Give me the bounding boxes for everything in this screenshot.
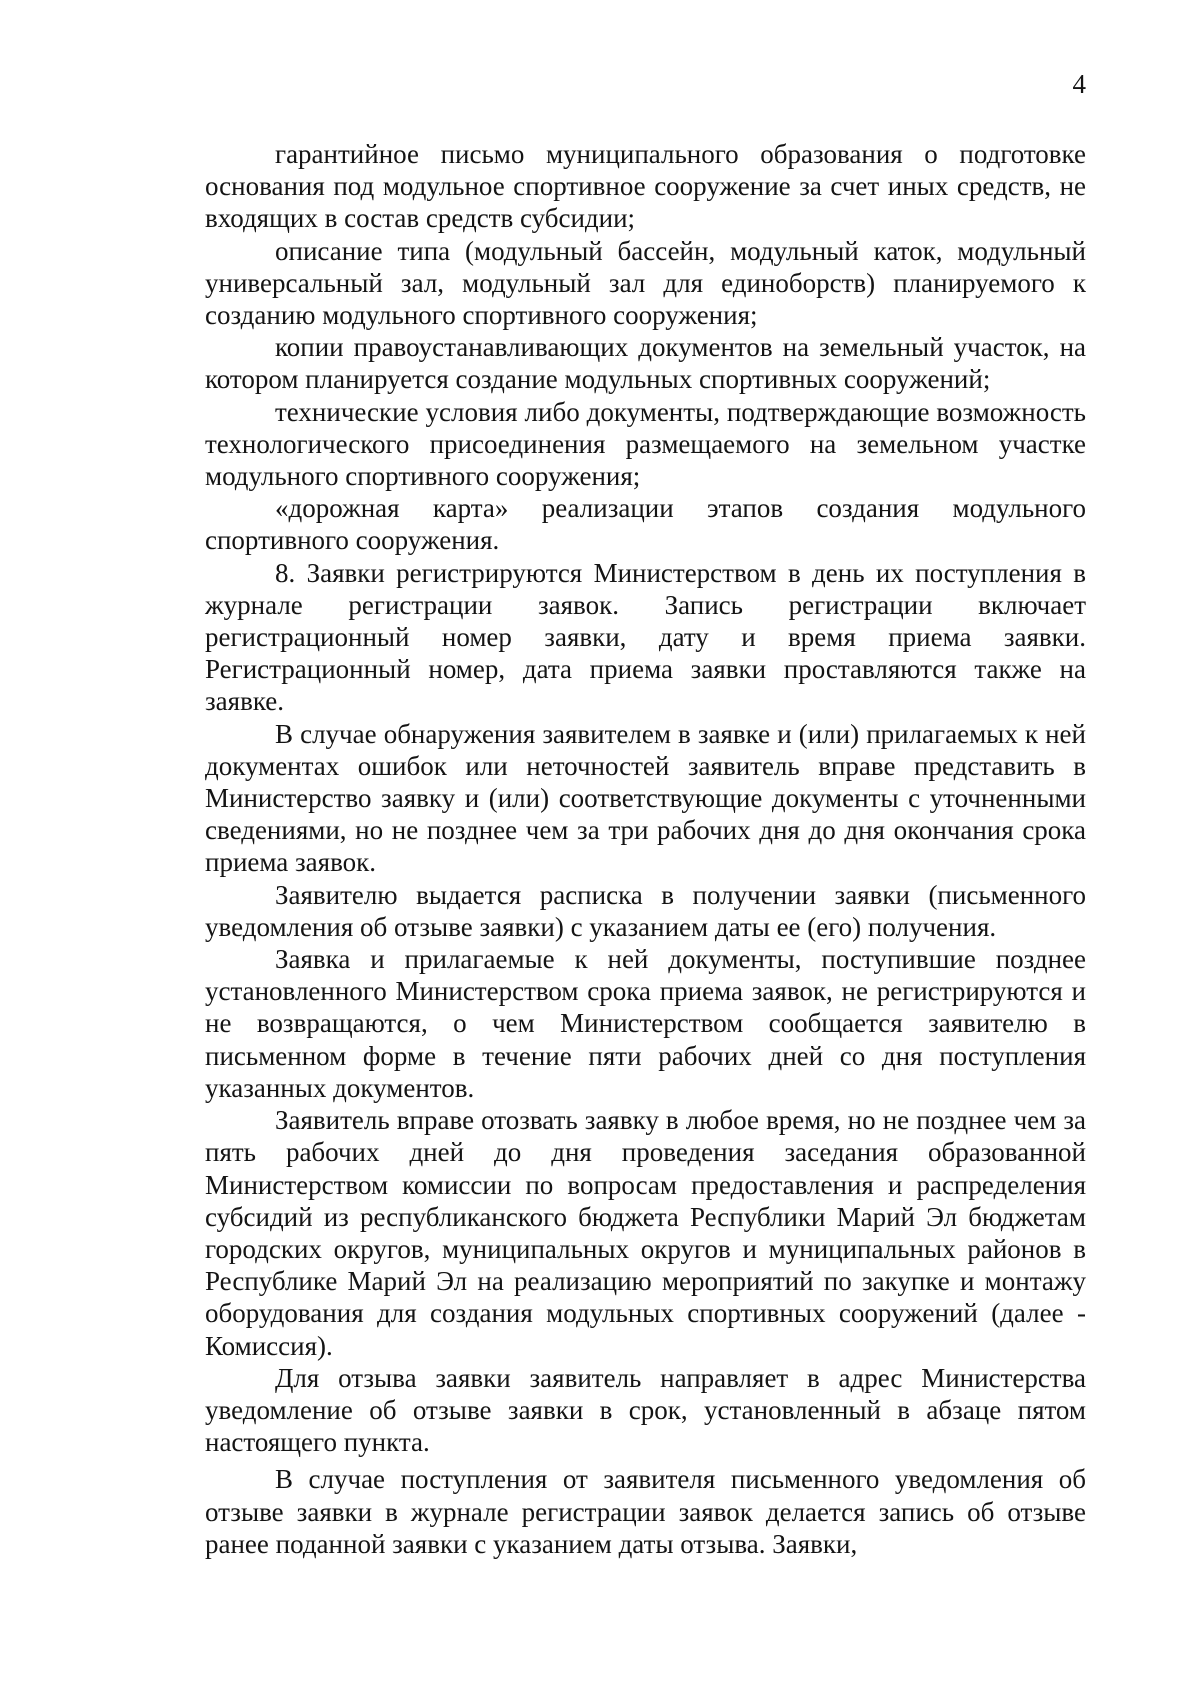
- paragraph-technical-conditions: технические условия либо документы, подтверждающие возможность технологического присоединения размещаемого на земельном участке модульного спортивного сооружения;: [205, 396, 1086, 492]
- paragraph-withdrawal-record: В случае поступления от заявителя письменного уведомления об отзыве заявки в журнале регистрации заявок делается запись об отзыве ранее поданной заявки с указанием даты отзыва. Заявки,: [205, 1464, 1086, 1559]
- paragraph-withdrawal-right: Заявитель вправе отозвать заявку в любое время, но не позднее чем за пять рабочих дней до дня проведения заседания образованной Министерством комиссии по вопросам предоставления и распределения субсидий из республиканского бюджета Республики Марий Эл бюджетам городских округов, муниципальных округов и муниципальных районов в Республике Марий Эл на реализацию мероприятий по закупке и монтажу оборудования для создания модульных спортивных сооружений (далее - Комиссия).: [205, 1105, 1086, 1361]
- paragraph-facility-type: описание типа (модульный бассейн, модульный каток, модульный универсальный зал, модульный зал для единоборств) планируемого к созданию модульного спортивного сооружения;: [205, 235, 1086, 331]
- paragraph-late-applications: Заявка и прилагаемые к ней документы, поступившие позднее установленного Министерством срока приема заявок, не регистрируются и не возвращаются, о чем Министерством сообщается заявителю в письменном форме в течение пяти рабочих дней со дня поступления указанных документов.: [205, 944, 1086, 1103]
- paragraph-guarantee-letter: гарантийное письмо муниципального образования о подготовке основания под модульное спортивное сооружение за счет иных средств, не входящих в состав средств субсидии;: [205, 139, 1086, 234]
- paragraph-item-8-registration: 8. Заявки регистрируются Министерством в день их поступления в журнале регистрации заявок. Запись регистрации включает регистрационный номер заявки, дату и время приема заявки. Регистрационный номер, дата приема заявки проставляются также на заявке.: [205, 557, 1086, 717]
- paragraph-land-documents: копии правоустанавливающих документов на земельный участок, на котором планируется создание модульных спортивных сооружений;: [205, 332, 1086, 395]
- paragraph-roadmap: «дорожная карта» реализации этапов создания модульного спортивного сооружения.: [205, 493, 1086, 556]
- paragraph-receipt: Заявителю выдается расписка в получении заявки (письменного уведомления об отзыве заявки) с указанием даты ее (его) получения.: [205, 879, 1086, 942]
- paragraph-error-correction: В случае обнаружения заявителем в заявке и (или) прилагаемых к ней документах ошибок или неточностей заявитель вправе представить в Министерство заявку и (или) соответствующие документы с уточненными сведениями, но не позднее чем за три рабочих дня до дня окончания срока приема заявок.: [205, 718, 1086, 878]
- page-number: 4: [1072, 69, 1086, 99]
- paragraph-withdrawal-notice: Для отзыва заявки заявитель направляет в адрес Министерства уведомление об отзыве заявки в срок, установленный в абзаце пятом настоящего пункта.: [205, 1362, 1086, 1458]
